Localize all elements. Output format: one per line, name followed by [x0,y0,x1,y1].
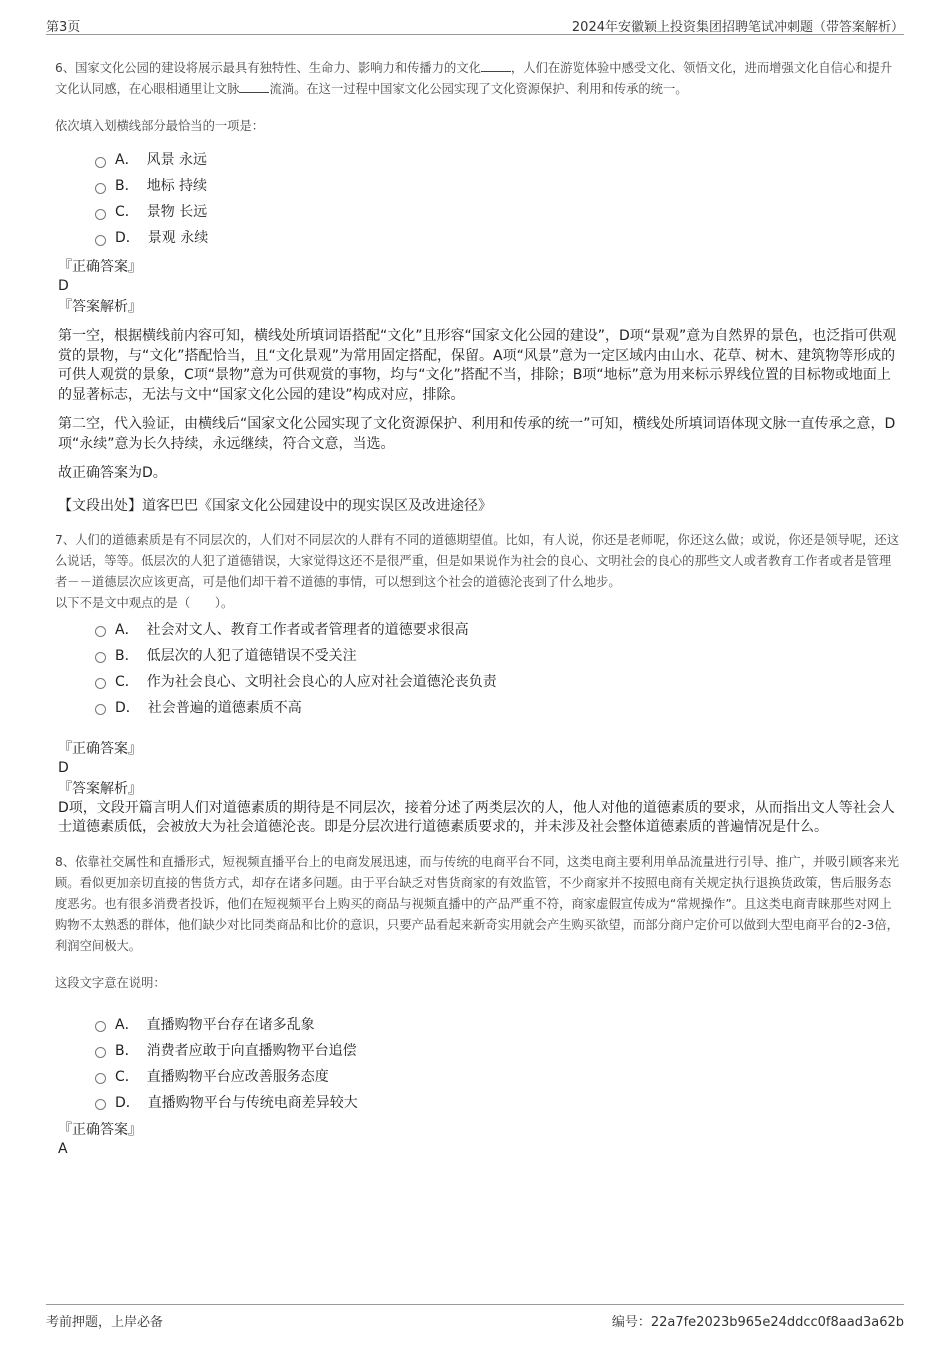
explanation-paragraph: D项，文段开篇言明人们对道德素质的期待是不同层次，接着分述了两类层次的人，他人对他的道德素质的要求，从而指出文人等社会人士道德素质低，会被放大为社会道德沦丧。即是分层次进行道德素质要求的，并未涉及社会整体道德素质的普遍情况是什么。 [58,799,895,835]
option-text: 直播购物平台应改善服务态度 [146,1068,329,1085]
option-letter: B． [115,647,139,664]
option-text: 作为社会良心、文明社会良心的人应对社会道德沦丧负责 [146,673,497,690]
answer-label: 『正确答案』 [58,740,142,757]
answer-value: A [58,1140,68,1157]
page-number: 第3页 [46,20,81,35]
page-footer [46,1304,904,1330]
answer-label: 『正确答案』 [58,259,142,275]
source-citation: 【文段出处】道客巴巴《国家文化公园建设中的现实误区及改进途径》 [58,497,492,514]
option-d[interactable] [95,224,900,250]
question-6-options [95,146,900,250]
radio-icon[interactable] [95,678,106,689]
option-d[interactable] [95,1089,900,1115]
answer-value: D [58,278,69,294]
option-c[interactable] [95,198,900,224]
question-8-options [95,1011,900,1115]
option-text: 消费者应敢于向直播购物平台追偿 [146,1042,357,1059]
option-c[interactable] [95,668,900,694]
answer-value: D [58,759,69,776]
blank-1 [481,59,511,72]
question-7-options [95,616,900,720]
option-letter: C． [115,1068,139,1085]
option-letter: A． [115,152,139,168]
option-text: 社会普遍的道德素质不高 [147,699,302,716]
blank-2 [239,80,269,93]
document-id: 编号：22a7fe2023b965e24ddcc0f8aad3a62b [611,1315,904,1330]
explanation-paragraph: 故正确答案为D。 [58,465,167,481]
question-6-stem [55,58,900,100]
radio-icon[interactable] [95,1073,106,1084]
option-b[interactable] [95,172,900,198]
question-6-stem-part-1: 6、国家文化公园的建设将展示最具有独特性、生命力、影响力和传播力的文化 [55,61,481,75]
question-6-stem-part-2: ，人们在游览体验中感受文化、领悟文化，进而增强文化自信心和提升文化认同感，在心眼相通里让文脉 [55,61,893,96]
radio-icon[interactable] [95,235,106,246]
radio-icon[interactable] [95,704,106,715]
radio-icon[interactable] [95,1047,106,1058]
option-letter: A． [115,621,139,638]
question-8-instruction: 这段文字意在说明： [55,975,166,990]
option-letter: B． [115,178,139,194]
option-letter: D． [115,1094,140,1111]
option-text: 景观 永续 [147,230,209,246]
explanation-paragraph: 第二空，代入验证，由横线后“国家文化公园实现了文化资源保护、利用和传承的统一”可知，横线处所填词语体现文脉一直传承之意，D项“永续”意为长久持续，永远继续，符合文意，当选。 [58,416,896,452]
page-header [46,14,904,35]
option-letter: D． [115,230,140,246]
radio-icon[interactable] [95,1021,106,1032]
option-a[interactable] [95,146,900,172]
option-letter: B． [115,1042,139,1059]
question-6-stem-part-3: 流淌。在这一过程中国家文化公园实现了文化资源保护、利用和传承的统一。 [269,82,688,96]
radio-icon[interactable] [95,157,106,168]
radio-icon[interactable] [95,1099,106,1110]
question-6-instruction: 依次填入划横线部分最恰当的一项是： [55,119,265,133]
answer-label: 『正确答案』 [58,1121,142,1138]
question-7 [55,530,900,838]
option-letter: C． [115,673,139,690]
option-text: 风景 永远 [146,152,208,168]
radio-icon[interactable] [95,626,106,637]
radio-icon[interactable] [95,652,106,663]
option-text: 低层次的人犯了道德错误不受关注 [146,647,357,664]
radio-icon[interactable] [95,183,106,194]
option-text: 景物 长远 [146,204,208,220]
question-6 [55,58,900,516]
option-b[interactable] [95,1037,900,1063]
option-letter: A． [115,1016,139,1033]
option-letter: C． [115,204,139,220]
option-d[interactable] [95,694,900,720]
document-title: 2024年安徽颖上投资集团招聘笔试冲刺题（带答案解析） [571,20,904,35]
option-text: 社会对文人、教育工作者或者管理者的道德要求很高 [146,621,469,638]
page-content [55,58,900,1159]
option-text: 地标 持续 [146,178,208,194]
option-letter: D． [115,699,140,716]
option-text: 直播购物平台存在诸多乱象 [146,1016,315,1033]
footer-slogan: 考前押题，上岸必备 [46,1315,164,1330]
explanation-label: 『答案解析』 [58,780,142,797]
question-8-stem: 8、依靠社交属性和直播形式，短视频直播平台上的电商发展迅速，而与传统的电商平台不同，这类电商主要利用单品流量进行引导、推广，并吸引顾客来光顾。看似更加亲切直接的售货方式，却存在诸多问题。由于平台缺乏对售货商家的有效监管，不少商家并不按照电商有关规定执行退换货政策，售后服务态度恶劣。也有很多消费者投诉，他们在短视频平台上购买的商品与视频直播中的产品严重不符，商家虚假宣传成为“常规操作”。且这类电商青睐那些对网上购物不太熟悉的群体，他们缺少对比同类商品和比价的意识，只要产品看起来新奇实用就会产生购买欲望，而部分商户定价可以做到大型电商平台的2-3倍，利润空间极大。 [55,854,900,953]
question-8 [55,852,900,1159]
radio-icon[interactable] [95,209,106,220]
explanation-label: 『答案解析』 [58,299,142,315]
explanation-paragraph: 第一空，根据横线前内容可知，横线处所填词语搭配“文化”且形容“国家文化公园的建设”，D项“景观”意为自然界的景色，也泛指可供观赏的景物，与“文化”搭配恰当，且“文化景观”为常用固定搭配，保留。A项“风景”意为一定区域内由山水、花草、树木、建筑物等形成的可供人观赏的景象，C项“景物”意为可供观赏的事物，均与“文化”搭配不当，排除；B项“地标”意为用来标示界线位置的目标物或地面上的显著标志，无法与文中“国家文化公园的建设”构成对应，排除。 [58,328,897,403]
option-text: 直播购物平台与传统电商差异较大 [147,1094,358,1111]
question-7-stem: 7、人们的道德素质是有不同层次的，人们对不同层次的人群有不同的道德期望值。比如，有人说，你还是老师呢，你还这么做；或说，你还是领导呢，还这么说话，等等。低层次的人犯了道德错误，大家觉得这还不是很严重，但是如果说作为社会的良心、文明社会的良心的那些文人或者教育工作者或者是管理者－－道德层次应该更高，可是他们却干着不道德的事情，可以想到这个社会的道德沦丧到了什么地步。 [55,532,900,589]
option-b[interactable] [95,642,900,668]
option-a[interactable] [95,616,900,642]
question-7-instruction: 以下不是文中观点的是（ ）。 [55,595,234,610]
option-a[interactable] [95,1011,900,1037]
option-c[interactable] [95,1063,900,1089]
